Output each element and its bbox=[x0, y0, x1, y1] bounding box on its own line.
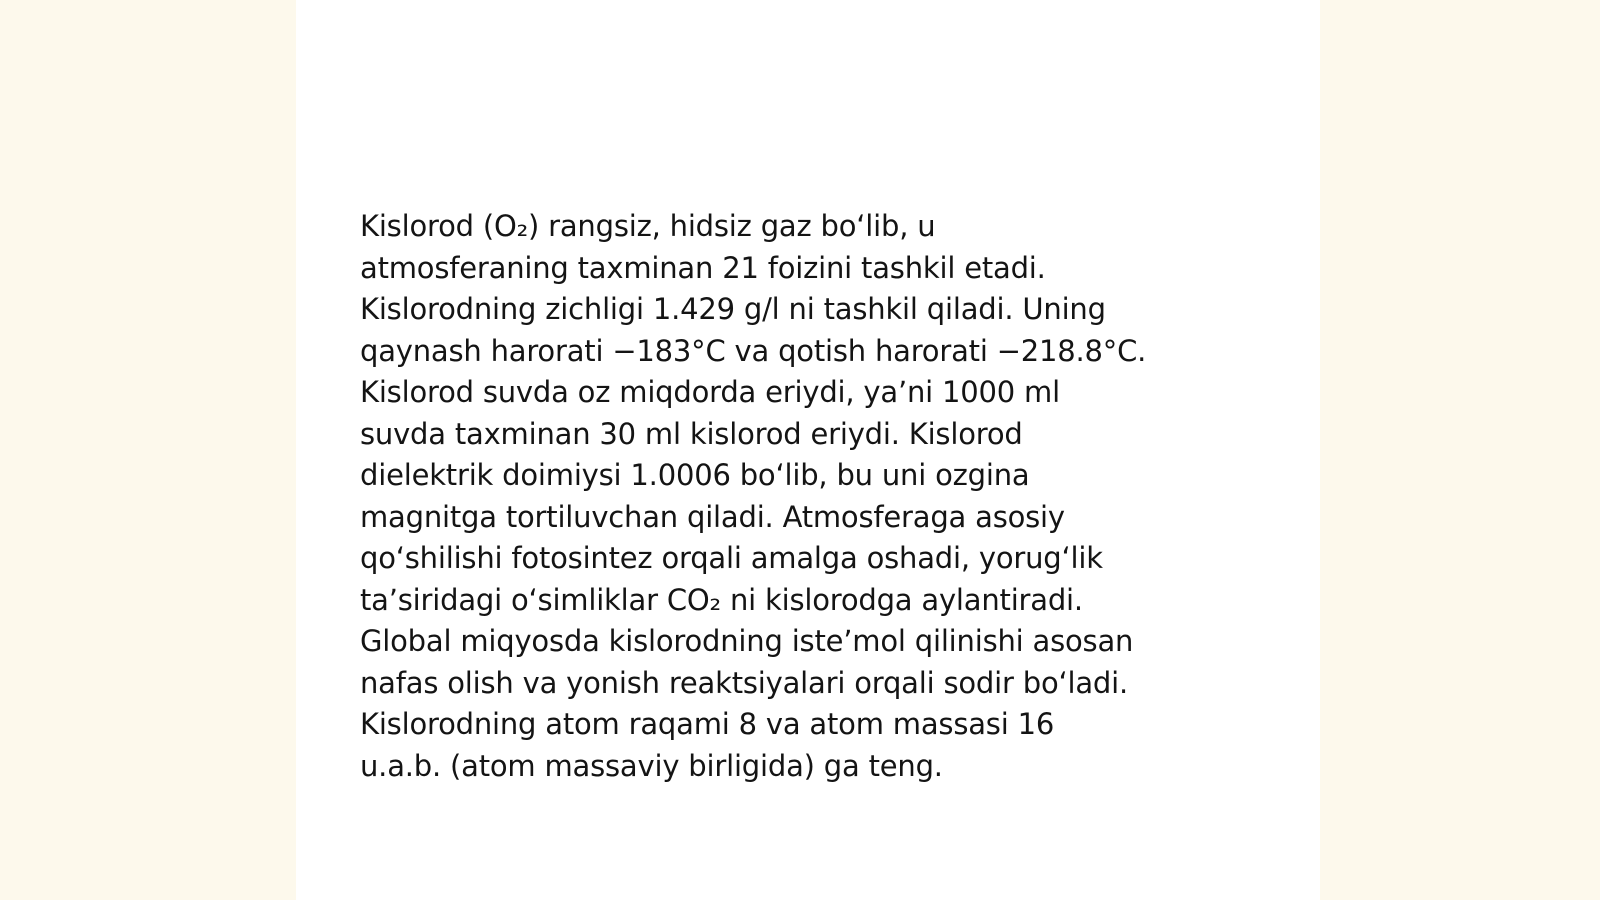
text-line: Global miqyosda kislorodning isteʼmol qilinishi asosan bbox=[360, 624, 1134, 658]
text-line: magnitga tortiluvchan qiladi. Atmosferaga asosiy bbox=[360, 499, 1065, 534]
body-paragraph bbox=[360, 206, 1260, 787]
text-line: Kislorod suvda oz miqdorda eriydi, yaʼni 1000 ml bbox=[360, 375, 1060, 409]
text-line: qoʻshilishi fotosintez orqali amalga oshadi, yorugʻlik bbox=[360, 541, 1103, 575]
text-line: atmosferaning taxminan 21 foizini tashkil etadi. bbox=[360, 250, 1046, 285]
document-page bbox=[296, 0, 1320, 900]
text-line: Kislorodning atom raqami 8 va atom massasi 16 bbox=[360, 707, 1055, 741]
text-line: Kislorodning zichligi 1.429 g/l ni tashkil qiladi. Uning bbox=[360, 292, 1106, 326]
text-line: Kislorod (O₂) rangsiz, hidsiz gaz boʻlib, u bbox=[360, 209, 936, 243]
text-line: taʼsiridagi oʻsimliklar CO₂ ni kislorodga aylantiradi. bbox=[360, 582, 1083, 617]
text-line: qaynash harorati −183°C va qotish harorati −218.8°C. bbox=[360, 333, 1147, 368]
text-line: nafas olish va yonish reaktsiyalari orqali sodir boʻladi. bbox=[360, 665, 1129, 700]
text-line: u.a.b. (atom massaviy birligida) ga teng. bbox=[360, 748, 943, 783]
text-line: suvda taxminan 30 ml kislorod eriydi. Kislorod bbox=[360, 416, 1023, 451]
text-line: dielektrik doimiysi 1.0006 boʻlib, bu uni ozgina bbox=[360, 458, 1030, 492]
